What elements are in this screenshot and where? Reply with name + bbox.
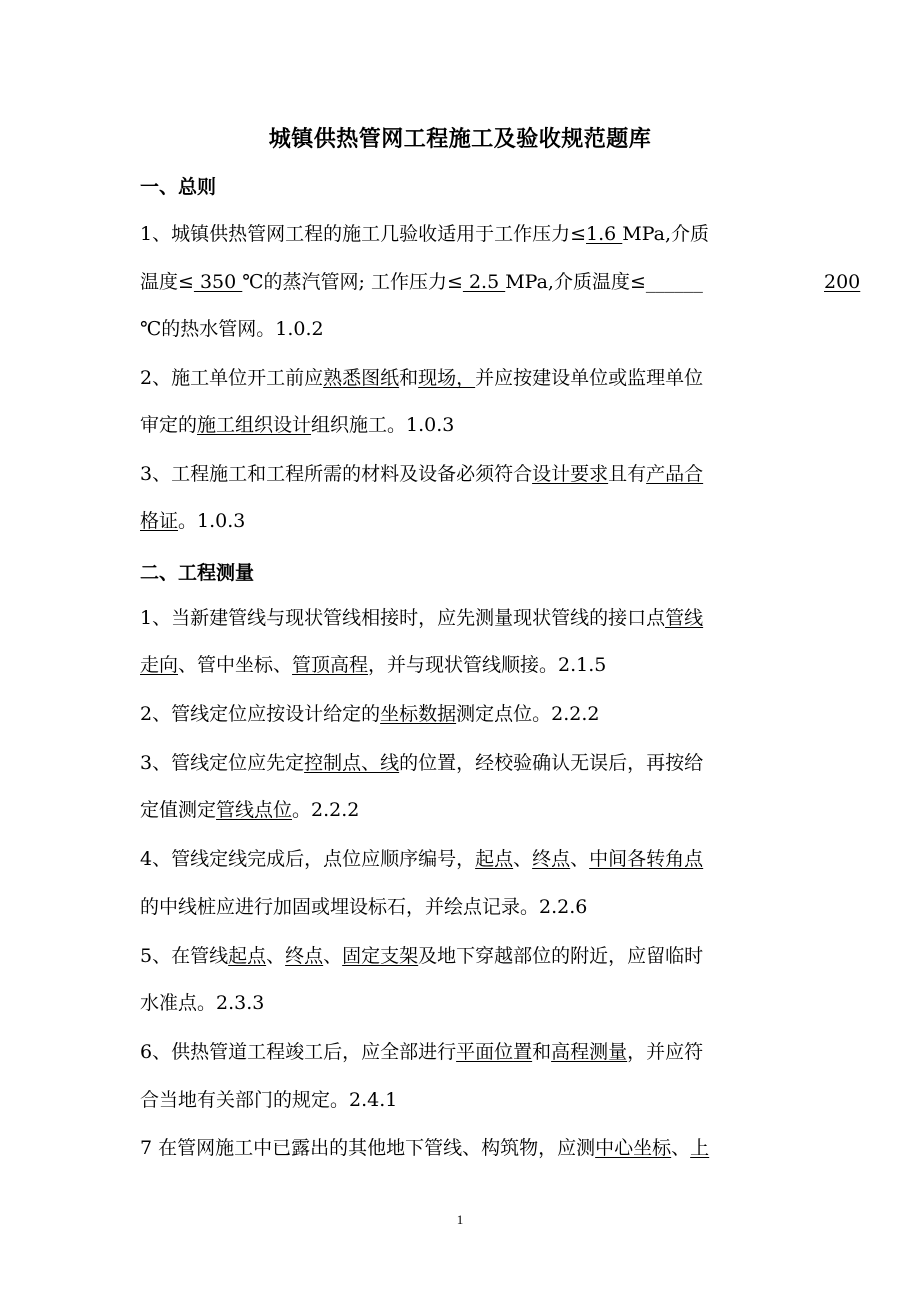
answer-underlined: 固定支架 — [342, 945, 419, 967]
text: 。2.2.2 — [292, 799, 360, 821]
text: 。1.0.3 — [178, 510, 246, 532]
text: 4、管线定线完成后，点位应顺序编号， — [140, 848, 476, 870]
text: ，并与现状管线顺接。2.1.5 — [368, 654, 607, 676]
text-line — [140, 462, 703, 486]
text: 、 — [671, 1137, 691, 1159]
text: 3、管线定位应先定 — [140, 752, 305, 774]
answer-underlined: 产品合 — [646, 463, 704, 485]
answer-underlined: 坐标数据 — [380, 703, 457, 725]
text: 、 — [323, 945, 343, 967]
text: 温度≤ — [140, 271, 194, 293]
text: 、管中坐标、 — [178, 654, 293, 676]
answer-underlined: 中心坐标 — [595, 1137, 672, 1159]
answer-underlined: 终点 — [532, 848, 571, 870]
text-line — [140, 222, 709, 246]
text: 和 — [532, 1041, 552, 1063]
answer-underlined: 格证 — [140, 510, 179, 532]
section-heading-general: 一、总则 — [140, 176, 217, 198]
text: 6、供热管道工程竣工后，应全部进行 — [140, 1041, 457, 1063]
text: ，并应符 — [627, 1041, 704, 1063]
text-line — [140, 702, 599, 726]
text: 定值测定 — [140, 799, 217, 821]
answer-underlined: 现场， — [418, 367, 476, 389]
text: 3、工程施工和工程所需的材料及设备必须符合 — [140, 463, 533, 485]
text: 1、当新建管线与现状管线相接时，应先测量现状管线的接口点 — [140, 607, 666, 629]
text: 、 — [266, 945, 286, 967]
answer-underlined: 终点 — [285, 945, 324, 967]
answer-underlined: 控制点、线 — [304, 752, 400, 774]
text: 审定的 — [140, 414, 198, 436]
answer-underlined: 熟悉图纸 — [323, 367, 400, 389]
blank-line: ______ — [645, 271, 703, 293]
text: 及地下穿越部位的附近，应留临时 — [418, 945, 704, 967]
document-title: 城镇供热管网工程施工及验收规范题库 — [268, 127, 652, 152]
text-line — [140, 653, 606, 677]
answer-underlined: 350 — [193, 271, 243, 293]
text: 2、管线定位应按设计给定的 — [140, 703, 381, 725]
answer-underlined: 1.6 — [586, 223, 623, 245]
answer-underlined: 起点 — [475, 848, 514, 870]
answer-underlined: 2.5 — [462, 271, 506, 293]
text: MPa,介质温度≤ — [505, 271, 646, 293]
text-line — [140, 1040, 703, 1064]
text-line — [140, 413, 454, 437]
answer-underlined: 起点 — [228, 945, 267, 967]
answer-underlined: 200 — [824, 271, 861, 293]
text: 的位置，经校验确认无误后，再按给 — [399, 752, 704, 774]
text: 2、施工单位开工前应 — [140, 367, 324, 389]
answer-underlined: 管顶高程 — [292, 654, 369, 676]
text: 1、城镇供热管网工程的施工几验收适用于工作压力≤ — [140, 223, 587, 245]
text-line — [140, 366, 703, 390]
text-line — [140, 509, 245, 533]
text: 、 — [570, 848, 590, 870]
text: MPa,介质 — [622, 223, 710, 245]
text-line — [140, 798, 359, 822]
answer-underlined: 上 — [690, 1137, 710, 1159]
page-number: 1 — [456, 1212, 464, 1227]
answer-underlined: 设计要求 — [532, 463, 609, 485]
text: 和 — [399, 367, 419, 389]
text-line: 合当地有关部门的规定。2.4.1 — [140, 1089, 398, 1111]
text-line — [140, 1136, 709, 1160]
answer-underlined: 中间各转角点 — [589, 848, 704, 870]
text: 且有 — [608, 463, 647, 485]
answer-underlined: 管线点位 — [216, 799, 293, 821]
answer-underlined: 管线 — [665, 607, 704, 629]
text-line — [140, 944, 703, 968]
section-heading-survey: 二、工程测量 — [140, 562, 255, 584]
text-line — [140, 751, 703, 775]
answer-underlined: 平面位置 — [456, 1041, 533, 1063]
text-line — [140, 606, 703, 630]
text-line — [140, 270, 861, 294]
answer-underlined: 施工组织设计 — [197, 414, 312, 436]
answer-underlined: 高程测量 — [551, 1041, 628, 1063]
text-line: 的中线桩应进行加固或埋设标石，并绘点记录。2.2.6 — [140, 896, 588, 918]
text: ℃的蒸汽管网; 工作压力≤ — [242, 271, 463, 293]
text-line: 水准点。2.3.3 — [140, 992, 265, 1014]
answer-underlined: 走向 — [140, 654, 179, 676]
text-line — [140, 847, 703, 871]
text: 7 在管网施工中已露出的其他地下管线、构筑物，应测 — [140, 1137, 596, 1159]
text: 测定点位。2.2.2 — [456, 703, 600, 725]
text: 并应按建设单位或监理单位 — [475, 367, 704, 389]
text: 5、在管线 — [140, 945, 229, 967]
text-line: ℃的热水管网。1.0.2 — [140, 318, 324, 340]
text: 组织施工。1.0.3 — [311, 414, 455, 436]
text: 、 — [513, 848, 533, 870]
